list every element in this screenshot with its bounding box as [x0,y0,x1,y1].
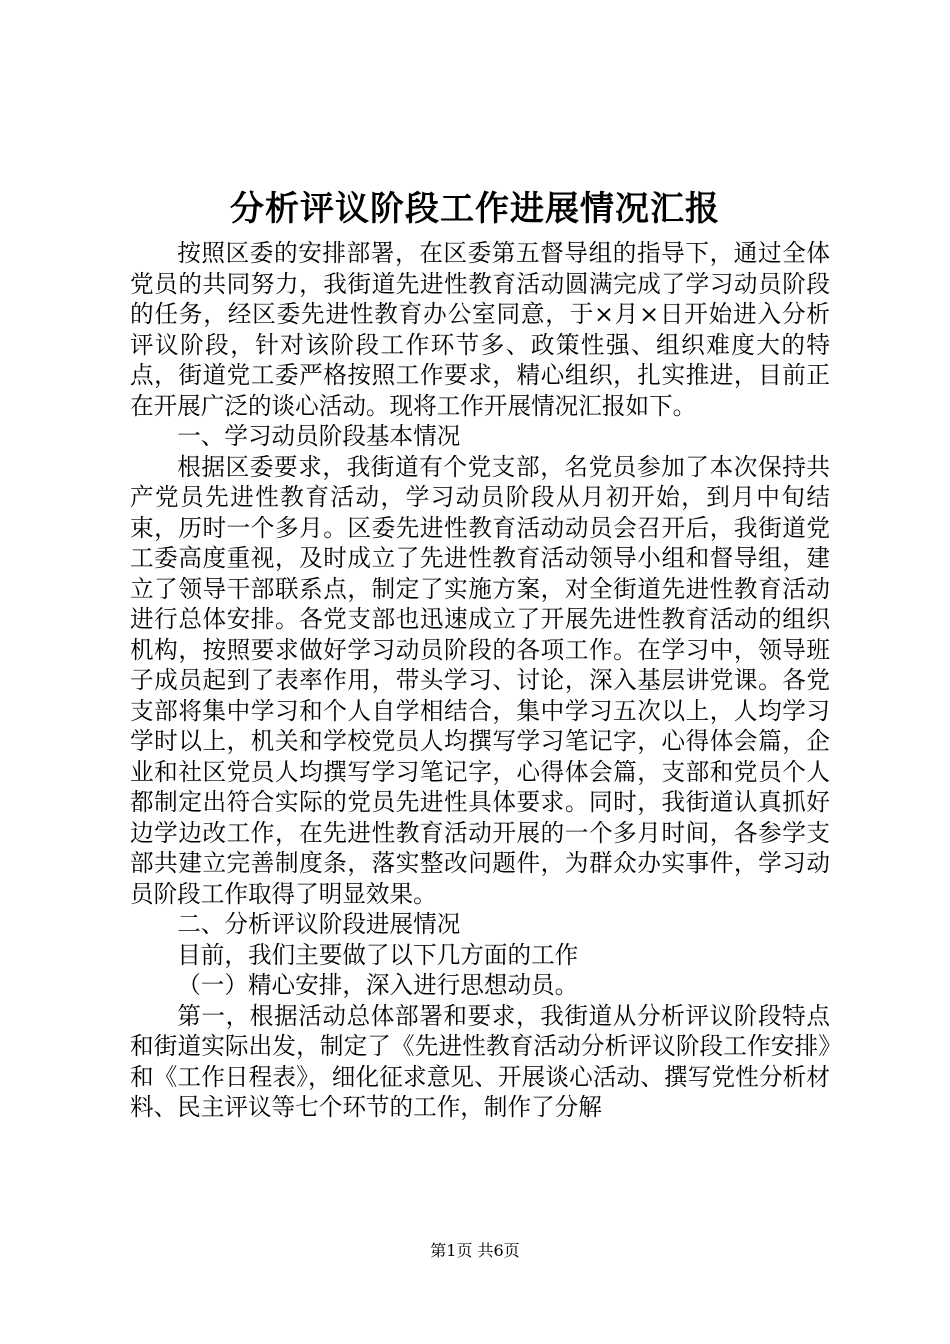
body-paragraph: 根据区委要求，我街道有个党支部，名党员参加了本次保持共产党员先进性教育活动，学习动员阶段从月初开始，到月中旬结束，历时一个多月。区委先进性教育活动动员会召开后，我街道党工委高度重视，及时成立了先进性教育活动领导小组和督导组，建立了领导干部联系点，制定了实施方案，对全街道先进性教育活动进行总体安排。各党支部也迅速成立了开展先进性教育活动的组织机构，按照要求做好学习动员阶段的各项工作。在学习中，领导班子成员起到了表率作用，带头学习、讨论，深入基层讲党课。各党支部将集中学习和个人自学相结合，集中学习五次以上，人均学习学时以上，机关和学校党员人均撰写学习笔记字，心得体会篇，企业和社区党员人均撰写学习笔记字，心得体会篇，支部和党员个人都制定出符合实际的党员先进性具体要求。同时，我街道认真抓好边学边改工作，在先进性教育活动开展的一个多月时间，各参学支部共建立完善制度条，落实整改问题件，为群众办实事件，学习动员阶段工作取得了明显效果。 [130,452,830,908]
section-heading-2: 二、分析评议阶段进展情况 [177,910,461,938]
document-body [130,238,830,1123]
subsection-heading: （一）精心安排，深入进行思想动员。 [177,971,579,999]
page-number: 第1页 共6页 [430,1241,520,1260]
body-paragraph: 第一，根据活动总体部署和要求，我街道从分析评议阶段特点和街道实际出发，制定了《先进性教育活动分析评议阶段工作安排》和《工作日程表》，细化征求意见、开展谈心活动、撰写党性分析材料、民主评议等七个环节的工作，制作了分解 [130,1001,830,1121]
body-paragraph: 目前，我们主要做了以下几方面的工作 [177,940,579,969]
document-title: 分析评议阶段工作进展情况汇报 [230,189,720,229]
intro-paragraph: 按照区委的安排部署，在区委第五督导组的指导下，通过全体党员的共同努力，我街道先进性教育活动圆满完成了学习动员阶段的任务，经区委先进性教育办公室同意，于×月×日开始进入分析评议阶段，针对该阶段工作环节多、政策性强、组织难度大的特点，街道党工委严格按照工作要求，精心组织，扎实推进，目前正在开展广泛的谈心活动。现将工作开展情况汇报如下。 [130,239,830,420]
section-heading-1: 一、学习动员阶段基本情况 [177,422,461,450]
